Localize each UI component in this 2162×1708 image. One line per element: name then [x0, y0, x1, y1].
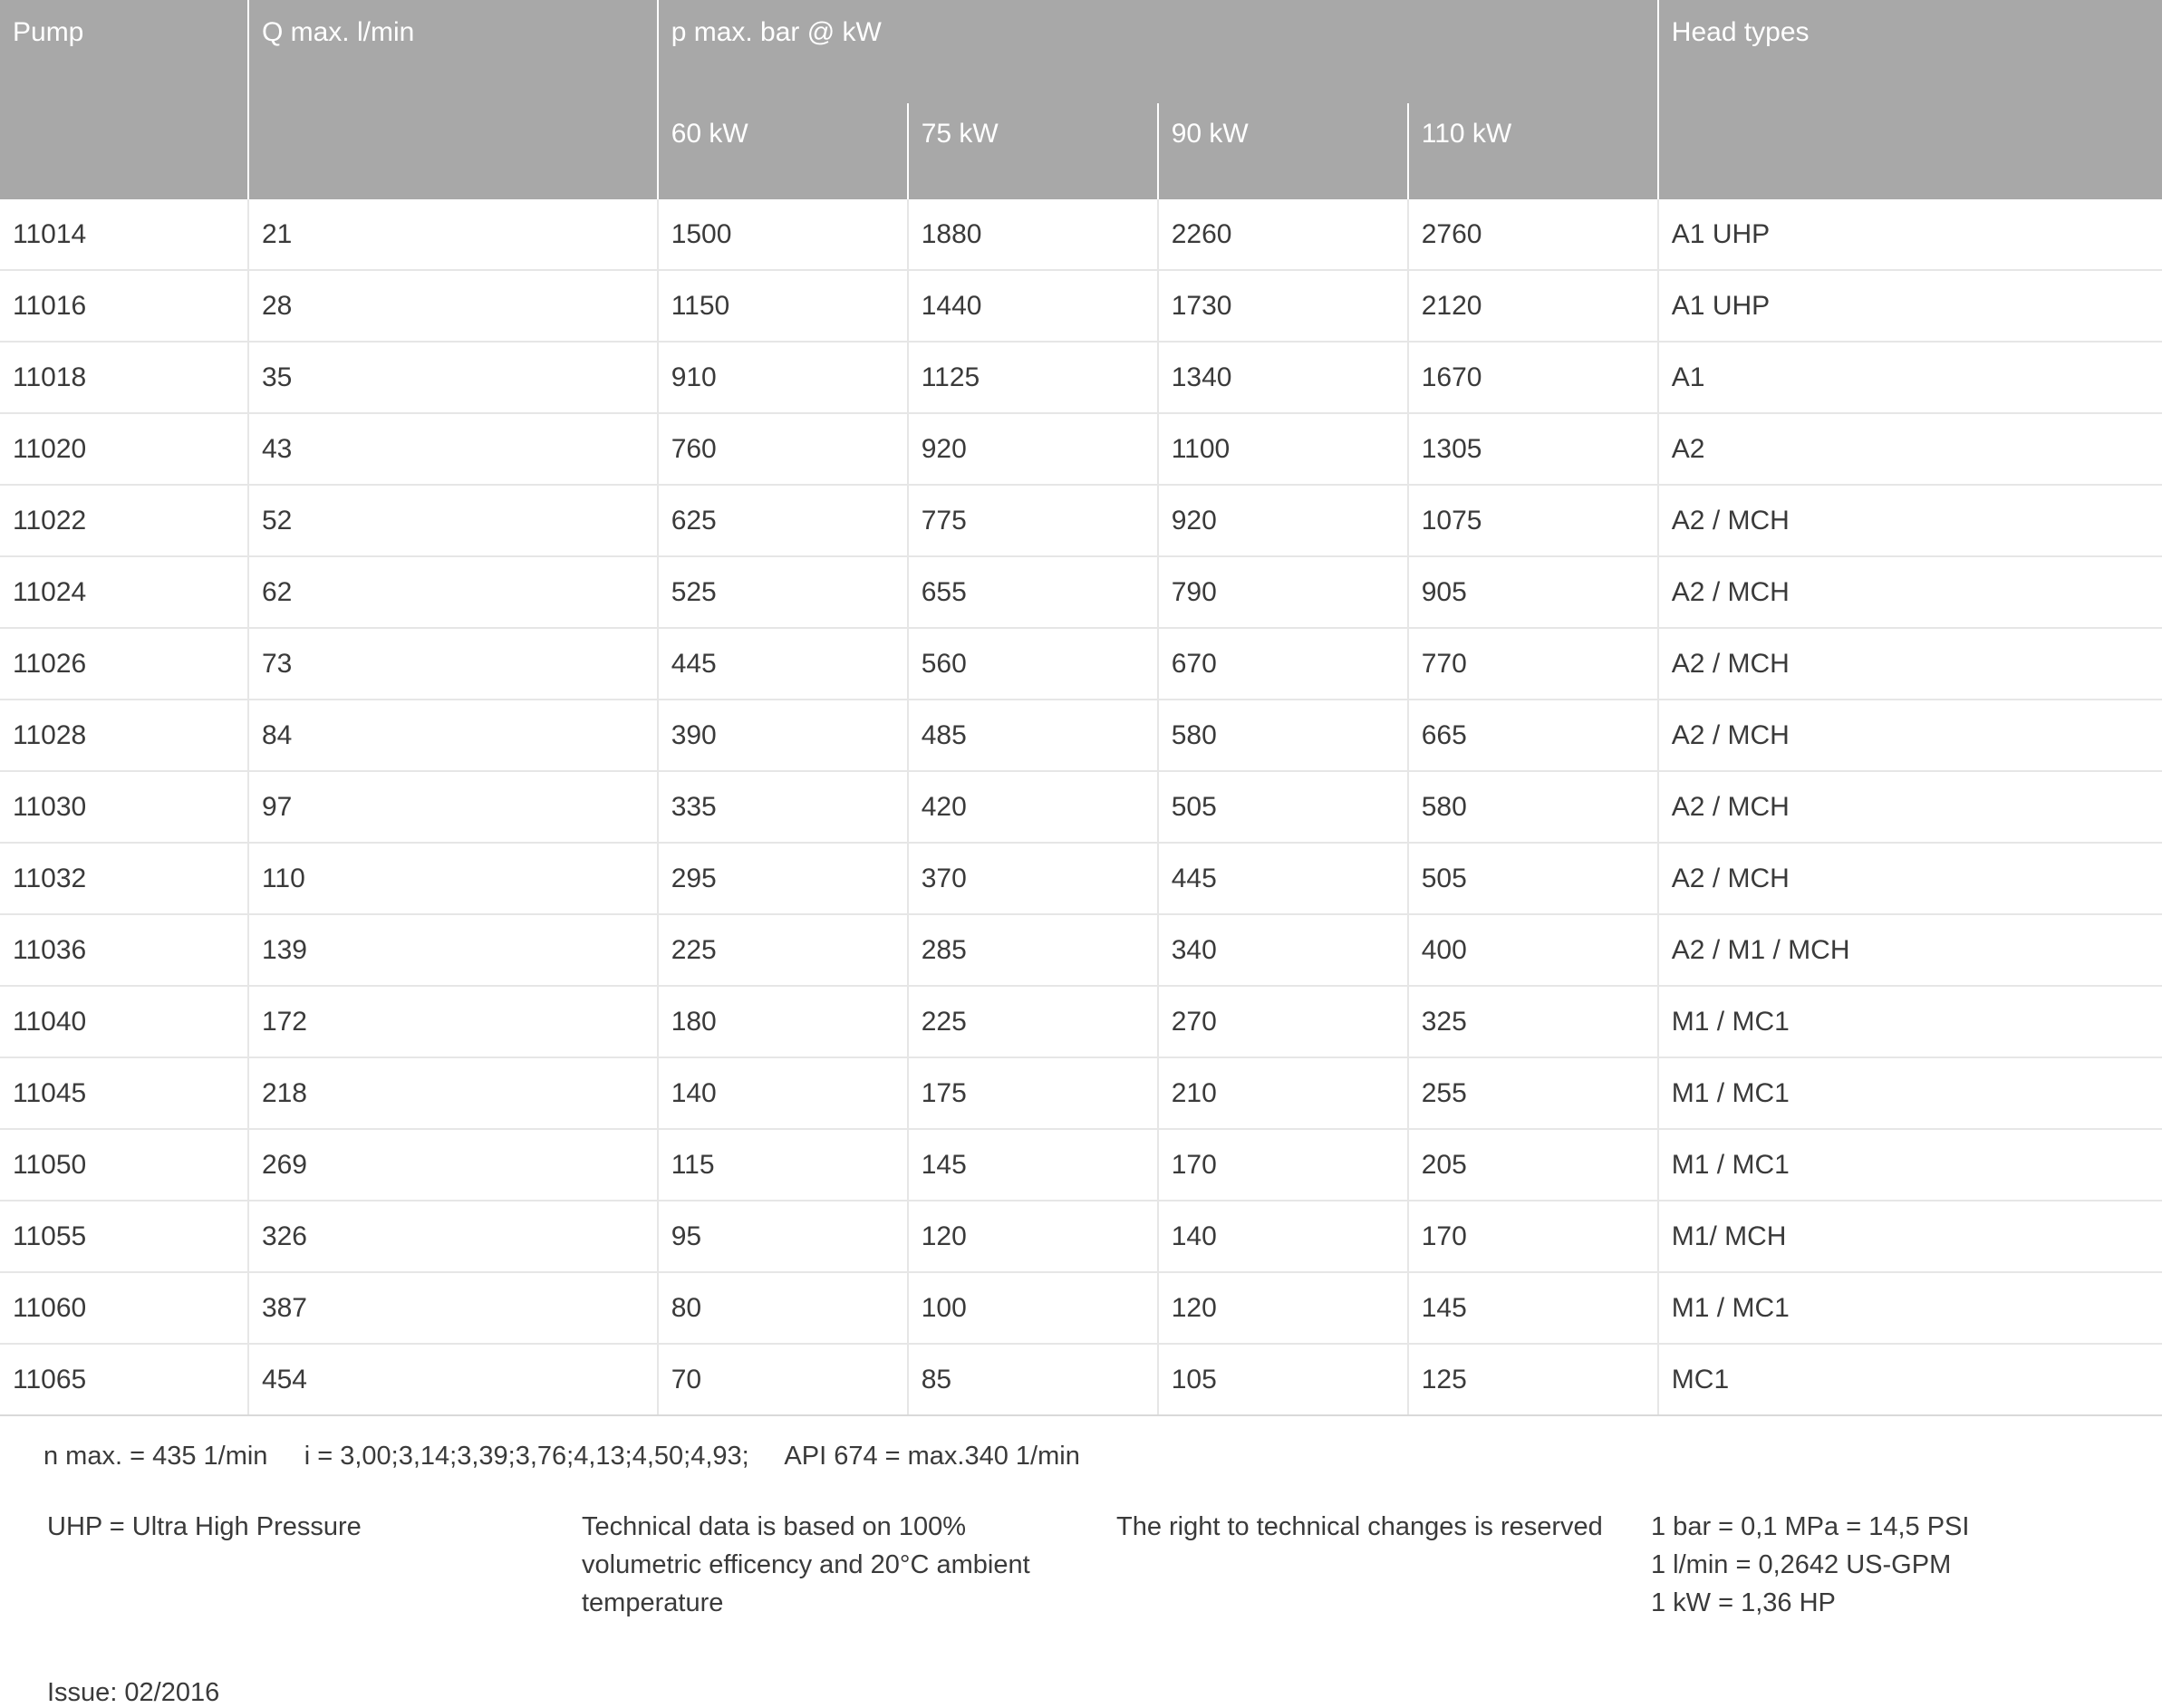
cell-60kw: 625	[658, 485, 908, 556]
cell-60kw: 760	[658, 413, 908, 485]
cell-pump: 11065	[0, 1344, 248, 1415]
column-header-q-max: Q max. l/min	[248, 0, 658, 199]
cell-60kw: 525	[658, 556, 908, 628]
cell-90kw: 790	[1158, 556, 1408, 628]
cell-head-types: A1	[1658, 342, 2162, 413]
cell-pump: 11028	[0, 700, 248, 771]
cell-head-types: M1/ MCH	[1658, 1201, 2162, 1272]
cell-60kw: 910	[658, 342, 908, 413]
cell-60kw: 115	[658, 1129, 908, 1201]
cell-60kw: 140	[658, 1057, 908, 1129]
cell-110kw: 145	[1408, 1272, 1658, 1344]
cell-75kw: 175	[908, 1057, 1158, 1129]
cell-pump: 11026	[0, 628, 248, 700]
cell-90kw: 210	[1158, 1057, 1408, 1129]
cell-75kw: 225	[908, 986, 1158, 1057]
cell-q-max: 139	[248, 914, 658, 986]
cell-q-max: 326	[248, 1201, 658, 1272]
cell-60kw: 70	[658, 1344, 908, 1415]
cell-pump: 11020	[0, 413, 248, 485]
column-header-110kw: 110 kW	[1408, 103, 1658, 199]
cell-110kw: 905	[1408, 556, 1658, 628]
cell-110kw: 1305	[1408, 413, 1658, 485]
footnote-technical-data	[582, 1508, 1116, 1622]
table-row	[0, 270, 2162, 342]
cell-60kw: 180	[658, 986, 908, 1057]
cell-q-max: 387	[248, 1272, 658, 1344]
cell-pump: 11030	[0, 771, 248, 843]
cell-head-types: M1 / MC1	[1658, 986, 2162, 1057]
cell-110kw: 400	[1408, 914, 1658, 986]
table-row	[0, 1272, 2162, 1344]
cell-75kw: 485	[908, 700, 1158, 771]
cell-pump: 11055	[0, 1201, 248, 1272]
cell-q-max: 218	[248, 1057, 658, 1129]
table-row	[0, 1201, 2162, 1272]
cell-60kw: 80	[658, 1272, 908, 1344]
footnote-uhp	[47, 1508, 582, 1622]
table-row	[0, 771, 2162, 843]
cell-75kw: 655	[908, 556, 1158, 628]
footnote-rights-reserved	[1116, 1508, 1651, 1622]
cell-head-types: A1 UHP	[1658, 199, 2162, 270]
table-row	[0, 700, 2162, 771]
table-row	[0, 628, 2162, 700]
cell-75kw: 1440	[908, 270, 1158, 342]
cell-90kw: 920	[1158, 485, 1408, 556]
cell-75kw: 1880	[908, 199, 1158, 270]
cell-q-max: 172	[248, 986, 658, 1057]
issue-date: Issue: 02/2016	[47, 1678, 220, 1708]
table-row	[0, 1129, 2162, 1201]
cell-90kw: 2260	[1158, 199, 1408, 270]
table-header-row-primary	[0, 0, 2162, 103]
cell-q-max: 52	[248, 485, 658, 556]
table-body	[0, 199, 2162, 1415]
column-header-p-max-group: p max. bar @ kW	[658, 0, 1658, 103]
cell-head-types: A2 / MCH	[1658, 771, 2162, 843]
cell-q-max: 84	[248, 700, 658, 771]
cell-110kw: 2760	[1408, 199, 1658, 270]
table-row	[0, 199, 2162, 270]
cell-110kw: 205	[1408, 1129, 1658, 1201]
cell-110kw: 1670	[1408, 342, 1658, 413]
cell-q-max: 62	[248, 556, 658, 628]
cell-pump: 11032	[0, 843, 248, 914]
footnote-technical-data-line2: volumetric efficency and 20°C ambient	[582, 1550, 1030, 1580]
cell-pump: 11018	[0, 342, 248, 413]
conversion-lpm: 1 l/min = 0,2642 US-GPM	[1651, 1550, 1952, 1580]
cell-110kw: 255	[1408, 1057, 1658, 1129]
cell-q-max: 110	[248, 843, 658, 914]
cell-head-types: A2 / MCH	[1658, 843, 2162, 914]
cell-110kw: 665	[1408, 700, 1658, 771]
cell-60kw: 390	[658, 700, 908, 771]
speed-ratio-note: n max. = 435 1/min i = 3,00;3,14;3,39;3,76;4,13;4,50;4,93; API 674 = max.340 1/min	[43, 1442, 1080, 1471]
footnote-columns	[0, 1472, 2162, 1622]
cell-pump: 11022	[0, 485, 248, 556]
cell-75kw: 420	[908, 771, 1158, 843]
cell-head-types: A2 / MCH	[1658, 628, 2162, 700]
cell-head-types: M1 / MC1	[1658, 1272, 2162, 1344]
cell-90kw: 505	[1158, 771, 1408, 843]
footnote-conversions	[1651, 1508, 2104, 1622]
cell-head-types: M1 / MC1	[1658, 1057, 2162, 1129]
cell-110kw: 325	[1408, 986, 1658, 1057]
cell-pump: 11036	[0, 914, 248, 986]
cell-head-types: M1 / MC1	[1658, 1129, 2162, 1201]
footnote-uhp-text: UHP = Ultra High Pressure	[47, 1512, 362, 1541]
cell-pump: 11050	[0, 1129, 248, 1201]
table-row	[0, 1344, 2162, 1415]
cell-75kw: 920	[908, 413, 1158, 485]
cell-pump: 11060	[0, 1272, 248, 1344]
cell-110kw: 1075	[1408, 485, 1658, 556]
cell-60kw: 95	[658, 1201, 908, 1272]
cell-90kw: 120	[1158, 1272, 1408, 1344]
cell-q-max: 73	[248, 628, 658, 700]
cell-75kw: 100	[908, 1272, 1158, 1344]
cell-90kw: 140	[1158, 1201, 1408, 1272]
footnote-technical-data-line1: Technical data is based on 100%	[582, 1512, 967, 1541]
cell-q-max: 21	[248, 199, 658, 270]
cell-110kw: 170	[1408, 1201, 1658, 1272]
cell-q-max: 269	[248, 1129, 658, 1201]
cell-90kw: 105	[1158, 1344, 1408, 1415]
table-row	[0, 1057, 2162, 1129]
cell-head-types: MC1	[1658, 1344, 2162, 1415]
cell-60kw: 445	[658, 628, 908, 700]
cell-q-max: 43	[248, 413, 658, 485]
cell-75kw: 145	[908, 1129, 1158, 1201]
cell-head-types: A2 / MCH	[1658, 700, 2162, 771]
table-row	[0, 413, 2162, 485]
cell-90kw: 170	[1158, 1129, 1408, 1201]
cell-90kw: 270	[1158, 986, 1408, 1057]
cell-75kw: 560	[908, 628, 1158, 700]
cell-pump: 11045	[0, 1057, 248, 1129]
table-row	[0, 485, 2162, 556]
table-row	[0, 342, 2162, 413]
cell-90kw: 1100	[1158, 413, 1408, 485]
table-row	[0, 843, 2162, 914]
cell-90kw: 445	[1158, 843, 1408, 914]
column-header-head-types: Head types	[1658, 0, 2162, 199]
cell-q-max: 28	[248, 270, 658, 342]
cell-head-types: A2	[1658, 413, 2162, 485]
footnote-technical-data-line3: temperature	[582, 1588, 724, 1618]
cell-110kw: 125	[1408, 1344, 1658, 1415]
column-header-60kw: 60 kW	[658, 103, 908, 199]
cell-75kw: 120	[908, 1201, 1158, 1272]
cell-110kw: 580	[1408, 771, 1658, 843]
cell-110kw: 505	[1408, 843, 1658, 914]
cell-90kw: 580	[1158, 700, 1408, 771]
cell-q-max: 454	[248, 1344, 658, 1415]
cell-90kw: 670	[1158, 628, 1408, 700]
cell-q-max: 97	[248, 771, 658, 843]
table-header	[0, 0, 2162, 199]
cell-75kw: 285	[908, 914, 1158, 986]
cell-pump: 11014	[0, 199, 248, 270]
cell-head-types: A2 / MCH	[1658, 556, 2162, 628]
conversion-kw: 1 kW = 1,36 HP	[1651, 1588, 1836, 1618]
cell-75kw: 85	[908, 1344, 1158, 1415]
cell-75kw: 1125	[908, 342, 1158, 413]
table-row	[0, 986, 2162, 1057]
cell-60kw: 335	[658, 771, 908, 843]
column-header-90kw: 90 kW	[1158, 103, 1408, 199]
column-header-75kw: 75 kW	[908, 103, 1158, 199]
table-row	[0, 914, 2162, 986]
column-header-pump: Pump	[0, 0, 248, 199]
cell-60kw: 225	[658, 914, 908, 986]
cell-head-types: A1 UHP	[1658, 270, 2162, 342]
cell-pump: 11024	[0, 556, 248, 628]
cell-60kw: 1500	[658, 199, 908, 270]
cell-pump: 11040	[0, 986, 248, 1057]
cell-head-types: A2 / M1 / MCH	[1658, 914, 2162, 986]
cell-110kw: 2120	[1408, 270, 1658, 342]
cell-75kw: 775	[908, 485, 1158, 556]
conversion-bar: 1 bar = 0,1 MPa = 14,5 PSI	[1651, 1512, 1970, 1541]
footnotes-section	[0, 1416, 2162, 1708]
table-row	[0, 556, 2162, 628]
cell-110kw: 770	[1408, 628, 1658, 700]
cell-q-max: 35	[248, 342, 658, 413]
cell-60kw: 295	[658, 843, 908, 914]
cell-90kw: 1730	[1158, 270, 1408, 342]
cell-75kw: 370	[908, 843, 1158, 914]
cell-head-types: A2 / MCH	[1658, 485, 2162, 556]
cell-90kw: 340	[1158, 914, 1408, 986]
cell-pump: 11016	[0, 270, 248, 342]
cell-60kw: 1150	[658, 270, 908, 342]
footnote-rights-text: The right to technical changes is reserved	[1116, 1512, 1603, 1541]
cell-90kw: 1340	[1158, 342, 1408, 413]
